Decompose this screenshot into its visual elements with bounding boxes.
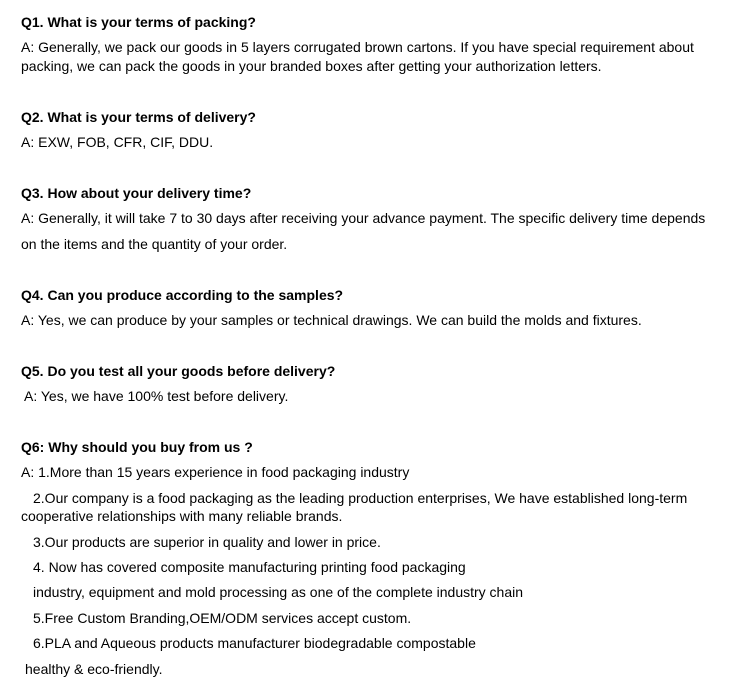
faq-answer-1-line-2: packing, we can pack the goods in your branded boxes after getting your authorization letters. <box>21 58 602 74</box>
faq-answer-6-line-6: industry, equipment and mold processing as one of the complete industry chain <box>33 584 524 600</box>
faq-answer-4-line-1: A: Yes, we can produce by your samples or technical drawings. We can build the molds and fixtures. <box>21 312 642 328</box>
faq-question-1: Q1. What is your terms of packing? <box>21 14 256 30</box>
faq-answer-6-line-7: 5.Free Custom Branding,OEM/ODM services accept custom. <box>33 610 412 626</box>
faq-question-3: Q3. How about your delivery time? <box>21 185 252 201</box>
faq-answer-6-line-9: healthy & eco-friendly. <box>25 661 163 677</box>
faq-answer-6-line-1: A: 1.More than 15 years experience in food packaging industry <box>21 464 410 480</box>
faq-question-4: Q4. Can you produce according to the samples? <box>21 287 344 303</box>
faq-question-6: Q6: Why should you buy from us ? <box>21 439 253 455</box>
faq-answer-1-line-1: A: Generally, we pack our goods in 5 layers corrugated brown cartons. If you have special requirement about <box>21 39 694 55</box>
faq-answer-6-line-8: 6.PLA and Aqueous products manufacturer biodegradable compostable <box>33 635 476 651</box>
faq-answer-6-line-2: 2.Our company is a food packaging as the leading production enterprises, We have established long-term <box>33 490 688 506</box>
faq-question-2: Q2. What is your terms of delivery? <box>21 109 256 125</box>
faq-answer-6-line-4: 3.Our products are superior in quality and lower in price. <box>33 534 381 550</box>
faq-answer-2-line-1: A: EXW, FOB, CFR, CIF, DDU. <box>21 134 214 150</box>
faq-answer-6-line-5: 4. Now has covered composite manufacturing printing food packaging <box>33 559 466 575</box>
faq-answer-3-line-2: on the items and the quantity of your order. <box>21 236 288 252</box>
faq-answer-3-line-1: A: Generally, it will take 7 to 30 days after receiving your advance payment. The specific delivery time depends <box>21 210 706 226</box>
faq-answer-6-line-3: cooperative relationships with many reliable brands. <box>21 508 343 524</box>
faq-answer-5-line-1: A: Yes, we have 100% test before delivery. <box>24 388 289 404</box>
faq-question-5: Q5. Do you test all your goods before delivery? <box>21 363 336 379</box>
